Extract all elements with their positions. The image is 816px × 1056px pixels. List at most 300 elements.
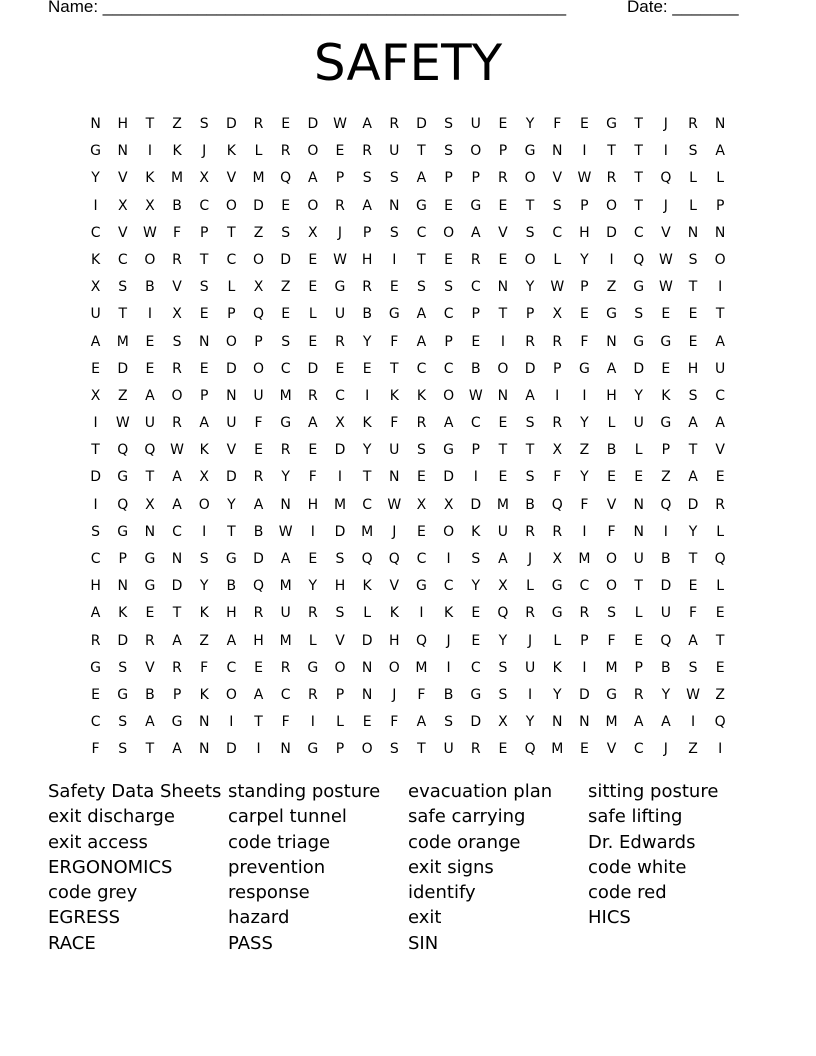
grid-cell[interactable]: Q: [361, 551, 373, 567]
grid-cell[interactable]: Q: [280, 170, 292, 187]
grid-cell[interactable]: G: [334, 279, 346, 296]
grid-cell[interactable]: L: [363, 605, 372, 622]
grid-cell[interactable]: P: [335, 686, 345, 703]
grid-cell[interactable]: Q: [388, 551, 400, 567]
grid-cell[interactable]: T: [390, 360, 399, 377]
grid-cell[interactable]: V: [226, 442, 237, 459]
grid-cell[interactable]: E: [335, 360, 345, 377]
grid-cell[interactable]: N: [361, 659, 373, 676]
grid-cell[interactable]: I: [446, 551, 451, 567]
grid-cell[interactable]: M: [333, 496, 347, 513]
grid-cell[interactable]: K: [90, 251, 101, 268]
grid-cell[interactable]: A: [470, 224, 481, 241]
grid-cell[interactable]: I: [147, 143, 152, 160]
grid-cell[interactable]: C: [280, 360, 291, 377]
grid-cell[interactable]: V: [606, 496, 617, 513]
grid-cell[interactable]: P: [444, 333, 453, 350]
grid-cell[interactable]: C: [715, 387, 726, 404]
grid-cell[interactable]: A: [199, 415, 209, 432]
grid-cell[interactable]: E: [444, 197, 454, 214]
grid-cell[interactable]: P: [172, 686, 182, 703]
grid-cell[interactable]: Y: [552, 686, 562, 703]
grid-cell[interactable]: D: [280, 251, 292, 268]
grid-cell[interactable]: R: [307, 605, 318, 622]
grid-cell[interactable]: C: [470, 415, 481, 432]
grid-cell[interactable]: G: [470, 197, 482, 214]
grid-cell[interactable]: G: [307, 741, 319, 758]
grid-cell[interactable]: E: [254, 442, 263, 459]
grid-cell[interactable]: I: [582, 387, 587, 404]
grid-cell[interactable]: C: [416, 224, 427, 241]
grid-cell[interactable]: K: [118, 605, 128, 622]
grid-cell[interactable]: A: [253, 496, 264, 513]
grid-cell[interactable]: C: [579, 578, 590, 595]
grid-cell[interactable]: Z: [579, 442, 590, 459]
grid-cell[interactable]: L: [336, 714, 344, 731]
grid-cell[interactable]: J: [663, 197, 668, 214]
grid-cell[interactable]: A: [688, 469, 698, 486]
grid-cell[interactable]: F: [390, 333, 399, 350]
grid-cell[interactable]: O: [497, 360, 509, 377]
grid-cell[interactable]: A: [172, 496, 182, 513]
grid-cell[interactable]: U: [443, 741, 454, 758]
grid-cell[interactable]: E: [579, 741, 589, 758]
grid-cell[interactable]: D: [225, 116, 237, 132]
grid-cell[interactable]: V: [498, 224, 508, 241]
grid-cell[interactable]: A: [172, 741, 182, 758]
grid-cell[interactable]: X: [199, 170, 209, 187]
grid-cell[interactable]: M: [279, 578, 292, 595]
grid-cell[interactable]: A: [416, 170, 427, 187]
grid-cell[interactable]: K: [199, 605, 209, 622]
grid-cell[interactable]: M: [279, 632, 292, 649]
grid-cell[interactable]: V: [117, 224, 128, 241]
grid-cell[interactable]: W: [333, 251, 347, 268]
grid-cell[interactable]: I: [663, 143, 668, 160]
grid-cell[interactable]: V: [606, 741, 617, 758]
grid-cell[interactable]: F: [91, 741, 100, 758]
grid-cell[interactable]: H: [226, 605, 237, 622]
grid-cell[interactable]: K: [362, 578, 372, 595]
grid-cell[interactable]: B: [172, 197, 182, 214]
grid-cell[interactable]: V: [117, 170, 128, 187]
grid-cell[interactable]: M: [551, 741, 564, 758]
grid-cell[interactable]: T: [634, 170, 643, 187]
grid-cell[interactable]: L: [634, 442, 643, 459]
grid-cell[interactable]: K: [199, 442, 209, 459]
grid-cell[interactable]: I: [500, 333, 505, 350]
grid-cell[interactable]: R: [362, 143, 372, 160]
grid-cell[interactable]: A: [498, 551, 508, 567]
grid-cell[interactable]: Y: [661, 686, 671, 703]
grid-cell[interactable]: K: [362, 415, 372, 432]
grid-cell[interactable]: I: [419, 605, 424, 622]
grid-cell[interactable]: R: [606, 170, 617, 187]
grid-cell[interactable]: O: [714, 251, 726, 268]
grid-cell[interactable]: C: [470, 659, 481, 676]
grid-cell[interactable]: T: [498, 306, 508, 323]
grid-cell[interactable]: A: [606, 360, 617, 377]
grid-cell[interactable]: D: [225, 360, 237, 377]
grid-cell[interactable]: A: [280, 551, 291, 567]
grid-cell[interactable]: L: [607, 415, 616, 432]
grid-cell[interactable]: D: [225, 741, 237, 758]
grid-cell[interactable]: V: [226, 170, 237, 187]
grid-cell[interactable]: E: [579, 306, 589, 323]
grid-cell[interactable]: I: [446, 659, 451, 676]
grid-cell[interactable]: V: [389, 578, 400, 595]
grid-cell[interactable]: T: [227, 523, 236, 540]
grid-cell[interactable]: W: [170, 442, 184, 459]
grid-cell[interactable]: B: [470, 360, 481, 377]
grid-cell[interactable]: T: [607, 143, 616, 160]
grid-cell[interactable]: M: [171, 170, 184, 187]
grid-cell[interactable]: D: [633, 360, 645, 377]
grid-cell[interactable]: E: [308, 551, 318, 567]
grid-cell[interactable]: Z: [280, 279, 291, 296]
grid-cell[interactable]: F: [308, 469, 317, 486]
grid-cell[interactable]: J: [663, 741, 668, 758]
grid-cell[interactable]: T: [634, 116, 643, 132]
grid-cell[interactable]: S: [118, 659, 128, 676]
grid-cell[interactable]: N: [198, 741, 210, 758]
grid-cell[interactable]: G: [524, 143, 536, 160]
grid-cell[interactable]: E: [498, 251, 508, 268]
grid-cell[interactable]: I: [473, 469, 478, 486]
grid-cell[interactable]: S: [389, 741, 399, 758]
grid-cell[interactable]: N: [171, 551, 183, 567]
grid-cell[interactable]: T: [199, 251, 209, 268]
grid-cell[interactable]: U: [253, 387, 264, 404]
grid-cell[interactable]: G: [633, 333, 645, 350]
grid-cell[interactable]: C: [552, 224, 563, 241]
grid-cell[interactable]: W: [333, 116, 347, 132]
grid-cell[interactable]: R: [525, 523, 535, 540]
grid-cell[interactable]: K: [444, 605, 454, 622]
grid-cell[interactable]: N: [144, 523, 156, 540]
grid-cell[interactable]: R: [280, 442, 291, 459]
grid-cell[interactable]: D: [253, 197, 264, 214]
grid-cell[interactable]: F: [200, 659, 209, 676]
grid-cell[interactable]: D: [171, 578, 183, 595]
grid-cell[interactable]: D: [606, 224, 617, 241]
grid-cell[interactable]: S: [118, 714, 128, 731]
grid-cell[interactable]: D: [660, 578, 672, 595]
grid-cell[interactable]: E: [607, 469, 616, 486]
grid-cell[interactable]: W: [550, 279, 565, 296]
grid-cell[interactable]: J: [528, 632, 533, 649]
grid-cell[interactable]: R: [145, 632, 155, 649]
grid-cell[interactable]: Q: [524, 741, 536, 758]
grid-cell[interactable]: N: [226, 387, 237, 404]
grid-cell[interactable]: V: [335, 632, 345, 649]
grid-cell[interactable]: I: [310, 523, 315, 540]
grid-cell[interactable]: S: [389, 170, 399, 187]
grid-cell[interactable]: C: [470, 279, 481, 296]
grid-cell[interactable]: T: [417, 143, 426, 160]
grid-cell[interactable]: X: [552, 442, 563, 459]
grid-cell[interactable]: C: [443, 306, 454, 323]
grid-cell[interactable]: Z: [606, 279, 617, 296]
grid-cell[interactable]: R: [688, 116, 698, 132]
grid-cell[interactable]: P: [335, 170, 345, 187]
grid-cell[interactable]: C: [117, 251, 128, 268]
grid-cell[interactable]: R: [633, 686, 644, 703]
grid-cell[interactable]: O: [361, 741, 373, 758]
grid-cell[interactable]: D: [687, 496, 699, 513]
grid-cell[interactable]: Q: [660, 632, 672, 649]
grid-cell[interactable]: C: [90, 714, 101, 731]
grid-cell[interactable]: L: [689, 170, 697, 187]
grid-cell[interactable]: E: [498, 469, 508, 486]
grid-cell[interactable]: E: [308, 251, 318, 268]
grid-cell[interactable]: I: [690, 714, 696, 731]
grid-cell[interactable]: H: [687, 360, 699, 377]
grid-cell[interactable]: K: [471, 523, 481, 540]
grid-cell[interactable]: T: [634, 143, 643, 160]
grid-cell[interactable]: T: [417, 741, 426, 758]
grid-cell[interactable]: H: [389, 632, 400, 649]
grid-cell[interactable]: P: [444, 170, 453, 187]
grid-cell[interactable]: M: [252, 170, 265, 187]
grid-cell[interactable]: G: [117, 469, 129, 486]
grid-cell[interactable]: P: [199, 224, 209, 241]
grid-cell[interactable]: Q: [714, 714, 726, 731]
grid-cell[interactable]: B: [145, 686, 155, 703]
grid-cell[interactable]: L: [553, 251, 562, 268]
grid-cell[interactable]: S: [389, 224, 399, 241]
grid-cell[interactable]: A: [362, 197, 372, 214]
grid-cell[interactable]: R: [525, 333, 535, 350]
grid-cell[interactable]: P: [498, 143, 508, 160]
grid-cell[interactable]: Y: [362, 442, 372, 459]
grid-cell[interactable]: P: [661, 442, 671, 459]
grid-cell[interactable]: U: [280, 605, 291, 622]
grid-cell[interactable]: E: [471, 605, 481, 622]
grid-cell[interactable]: X: [552, 551, 563, 567]
grid-cell[interactable]: A: [308, 170, 318, 187]
grid-cell[interactable]: H: [579, 224, 590, 241]
grid-cell[interactable]: O: [606, 197, 618, 214]
grid-cell[interactable]: R: [307, 686, 318, 703]
grid-cell[interactable]: X: [416, 496, 427, 513]
grid-cell[interactable]: F: [417, 686, 426, 703]
grid-cell[interactable]: L: [254, 143, 263, 160]
grid-cell[interactable]: W: [577, 170, 592, 187]
grid-cell[interactable]: S: [91, 523, 101, 540]
grid-cell[interactable]: M: [496, 496, 509, 513]
grid-cell[interactable]: G: [606, 686, 617, 703]
grid-cell[interactable]: A: [172, 469, 182, 486]
grid-cell[interactable]: O: [443, 224, 455, 241]
grid-cell[interactable]: P: [634, 659, 643, 676]
grid-cell[interactable]: E: [281, 116, 291, 132]
grid-cell[interactable]: L: [308, 306, 317, 323]
grid-cell[interactable]: S: [688, 143, 698, 160]
grid-cell[interactable]: X: [145, 197, 155, 214]
grid-cell[interactable]: B: [661, 551, 671, 567]
grid-cell[interactable]: A: [416, 714, 427, 731]
grid-cell[interactable]: K: [389, 605, 399, 622]
grid-cell[interactable]: A: [715, 143, 725, 160]
grid-cell[interactable]: E: [634, 469, 644, 486]
grid-cell[interactable]: X: [90, 387, 101, 404]
grid-cell[interactable]: P: [335, 741, 345, 758]
grid-cell[interactable]: T: [715, 306, 725, 323]
grid-cell[interactable]: I: [256, 741, 261, 758]
grid-cell[interactable]: E: [91, 360, 100, 377]
grid-cell[interactable]: H: [90, 578, 101, 595]
grid-cell[interactable]: R: [307, 387, 318, 404]
grid-cell[interactable]: I: [93, 496, 98, 513]
grid-cell[interactable]: S: [335, 605, 345, 622]
grid-cell[interactable]: R: [470, 741, 481, 758]
grid-cell[interactable]: N: [280, 496, 291, 513]
grid-cell[interactable]: F: [607, 632, 616, 649]
grid-cell[interactable]: A: [362, 116, 372, 132]
grid-cell[interactable]: A: [715, 333, 725, 350]
grid-cell[interactable]: A: [416, 333, 427, 350]
grid-cell[interactable]: O: [225, 686, 237, 703]
grid-cell[interactable]: A: [416, 306, 427, 323]
grid-cell[interactable]: G: [470, 686, 482, 703]
grid-cell[interactable]: S: [362, 170, 372, 187]
grid-cell[interactable]: E: [145, 605, 155, 622]
grid-cell[interactable]: I: [663, 523, 668, 540]
grid-cell[interactable]: L: [227, 279, 236, 296]
grid-cell[interactable]: K: [389, 387, 399, 404]
grid-cell[interactable]: V: [552, 170, 563, 187]
grid-cell[interactable]: E: [362, 360, 372, 377]
grid-cell[interactable]: N: [633, 523, 644, 540]
grid-cell[interactable]: X: [498, 714, 508, 731]
grid-cell[interactable]: U: [633, 415, 644, 432]
grid-cell[interactable]: R: [172, 360, 182, 377]
grid-cell[interactable]: R: [335, 333, 345, 350]
grid-cell[interactable]: T: [118, 306, 128, 323]
grid-cell[interactable]: O: [144, 251, 156, 268]
grid-cell[interactable]: X: [172, 306, 182, 323]
grid-cell[interactable]: Z: [253, 224, 264, 241]
grid-cell[interactable]: N: [198, 333, 210, 350]
grid-cell[interactable]: S: [552, 197, 562, 214]
grid-cell[interactable]: R: [389, 116, 400, 132]
grid-cell[interactable]: A: [661, 714, 671, 731]
grid-cell[interactable]: E: [308, 279, 318, 296]
grid-cell[interactable]: E: [91, 686, 100, 703]
grid-cell[interactable]: T: [688, 279, 698, 296]
grid-cell[interactable]: W: [278, 523, 293, 540]
grid-cell[interactable]: G: [633, 279, 645, 296]
grid-cell[interactable]: X: [552, 306, 563, 323]
grid-cell[interactable]: E: [281, 197, 291, 214]
grid-cell[interactable]: C: [633, 741, 644, 758]
grid-cell[interactable]: Z: [688, 741, 698, 758]
grid-cell[interactable]: B: [661, 659, 671, 676]
grid-cell[interactable]: Q: [144, 442, 156, 459]
grid-cell[interactable]: S: [688, 659, 698, 676]
grid-cell[interactable]: P: [362, 224, 372, 241]
grid-cell[interactable]: F: [553, 469, 562, 486]
grid-cell[interactable]: F: [580, 496, 589, 513]
grid-cell[interactable]: X: [308, 224, 318, 241]
grid-cell[interactable]: H: [117, 116, 128, 132]
grid-cell[interactable]: S: [199, 279, 209, 296]
grid-cell[interactable]: I: [528, 686, 533, 703]
grid-cell[interactable]: G: [307, 659, 319, 676]
grid-cell[interactable]: S: [199, 551, 209, 567]
grid-cell[interactable]: G: [117, 523, 129, 540]
grid-cell[interactable]: O: [198, 496, 210, 513]
grid-cell[interactable]: S: [118, 741, 128, 758]
grid-cell[interactable]: Y: [525, 714, 535, 731]
grid-cell[interactable]: Y: [688, 523, 698, 540]
grid-cell[interactable]: F: [607, 523, 616, 540]
grid-cell[interactable]: U: [715, 360, 726, 377]
grid-cell[interactable]: O: [443, 387, 455, 404]
grid-cell[interactable]: D: [470, 714, 482, 731]
grid-cell[interactable]: N: [579, 714, 590, 731]
grid-cell[interactable]: T: [417, 251, 426, 268]
grid-cell[interactable]: Q: [497, 605, 509, 622]
grid-cell[interactable]: U: [389, 442, 400, 459]
grid-cell[interactable]: U: [633, 551, 644, 567]
grid-cell[interactable]: G: [225, 551, 237, 567]
grid-cell[interactable]: C: [280, 686, 291, 703]
grid-cell[interactable]: S: [281, 333, 291, 350]
grid-cell[interactable]: P: [580, 279, 589, 296]
grid-cell[interactable]: M: [279, 387, 292, 404]
grid-cell[interactable]: S: [444, 279, 454, 296]
grid-cell[interactable]: X: [443, 496, 454, 513]
grid-cell[interactable]: I: [147, 306, 152, 323]
grid-cell[interactable]: T: [525, 442, 535, 459]
grid-cell[interactable]: O: [606, 551, 618, 567]
grid-cell[interactable]: C: [362, 496, 373, 513]
grid-cell[interactable]: L: [308, 632, 317, 649]
grid-cell[interactable]: U: [660, 605, 671, 622]
grid-cell[interactable]: O: [524, 251, 536, 268]
grid-cell[interactable]: G: [416, 197, 427, 214]
grid-cell[interactable]: W: [658, 279, 673, 296]
grid-cell[interactable]: L: [716, 578, 725, 595]
grid-cell[interactable]: P: [254, 333, 263, 350]
grid-cell[interactable]: F: [553, 116, 562, 132]
grid-cell[interactable]: R: [253, 116, 264, 132]
grid-cell[interactable]: S: [688, 387, 698, 404]
grid-cell[interactable]: E: [308, 333, 318, 350]
grid-cell[interactable]: I: [718, 279, 723, 296]
grid-cell[interactable]: G: [606, 306, 617, 323]
grid-cell[interactable]: O: [225, 197, 237, 214]
grid-cell[interactable]: S: [335, 551, 345, 567]
grid-cell[interactable]: C: [226, 251, 237, 268]
grid-cell[interactable]: E: [145, 333, 155, 350]
grid-cell[interactable]: A: [715, 415, 725, 432]
grid-cell[interactable]: G: [90, 143, 101, 160]
grid-cell[interactable]: Y: [525, 279, 535, 296]
grid-cell[interactable]: B: [226, 578, 237, 595]
grid-cell[interactable]: I: [609, 251, 614, 268]
grid-cell[interactable]: M: [116, 333, 129, 350]
grid-cell[interactable]: K: [145, 170, 155, 187]
grid-cell[interactable]: U: [144, 415, 156, 432]
grid-cell[interactable]: S: [471, 551, 481, 567]
grid-cell[interactable]: G: [416, 578, 427, 595]
grid-cell[interactable]: Q: [253, 306, 265, 323]
grid-cell[interactable]: N: [633, 496, 644, 513]
grid-cell[interactable]: T: [172, 605, 182, 622]
